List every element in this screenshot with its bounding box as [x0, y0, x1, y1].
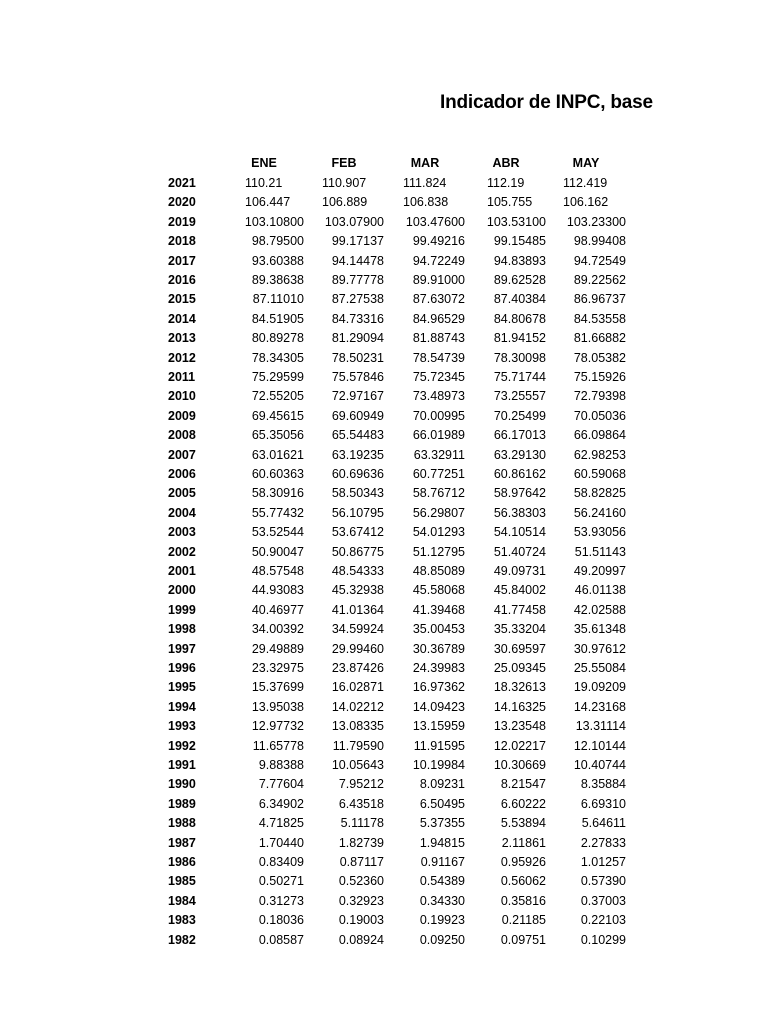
- table-cell: 13.95038: [251, 699, 304, 714]
- table-cell: 1.01257: [580, 855, 626, 869]
- table-cell: 51.12795: [412, 544, 465, 559]
- table-cell: 16.02871: [331, 680, 384, 695]
- table-cell: 5.37355: [419, 816, 465, 831]
- table-cell: 0.34330: [419, 893, 465, 908]
- row-year: 2005: [168, 486, 196, 501]
- table-row: [0, 678, 640, 697]
- table-cell: 0.09250: [419, 932, 465, 947]
- table-cell: 94.72549: [573, 253, 626, 268]
- row-year: 2021: [168, 176, 196, 190]
- table-row: [0, 290, 640, 309]
- table-row: [0, 853, 640, 872]
- table-cell: 0.09751: [500, 932, 546, 947]
- table-row: [0, 795, 640, 814]
- table-cell: 0.57390: [580, 874, 626, 889]
- table-cell: 98.99408: [573, 234, 626, 249]
- table-cell: 6.50495: [419, 796, 465, 811]
- table-row: [0, 737, 640, 756]
- table-cell: 0.50271: [258, 874, 304, 889]
- table-cell: 0.19923: [419, 913, 465, 928]
- table-cell: 15.37699: [251, 680, 304, 695]
- table-cell: 8.09231: [419, 777, 465, 792]
- table-cell: 12.02217: [493, 738, 546, 753]
- row-year: 2001: [168, 564, 196, 578]
- table-cell: 0.18036: [258, 913, 304, 928]
- table-cell: 50.86775: [331, 544, 384, 559]
- table-cell: 53.67412: [331, 525, 384, 540]
- table-cell: 0.95926: [500, 855, 546, 869]
- table-cell: 54.10514: [493, 525, 546, 540]
- table-row: [0, 310, 640, 329]
- column-header-abr: ABR: [492, 156, 520, 170]
- table-cell: 48.57548: [251, 564, 304, 578]
- table-cell: 13.23548: [493, 719, 546, 734]
- page-title: Indicador de INPC, base: [440, 92, 653, 113]
- table-cell: 0.22103: [580, 913, 626, 928]
- row-year: 1993: [168, 719, 196, 734]
- table-cell: 84.96529: [412, 311, 465, 326]
- table-cell: 98.79500: [251, 234, 304, 249]
- table-cell: 63.32911: [413, 447, 465, 462]
- table-cell: 5.53894: [500, 816, 546, 831]
- table-cell: 6.69310: [580, 796, 626, 811]
- table-cell: 75.71744: [493, 370, 546, 384]
- table-cell: 81.88743: [412, 331, 465, 346]
- table-row: [0, 426, 640, 445]
- row-year: 2009: [168, 408, 196, 423]
- table-cell: 106.162: [563, 195, 609, 210]
- table-cell: 54.01293: [412, 525, 465, 540]
- table-cell: 1.70440: [258, 835, 304, 850]
- table-row: [0, 698, 640, 717]
- table-cell: 4.71825: [258, 816, 304, 831]
- table-cell: 62.98253: [573, 447, 626, 462]
- table-cell: 75.29599: [251, 370, 304, 384]
- table-cell: 111.824: [403, 176, 447, 190]
- table-cell: 19.09209: [573, 680, 626, 695]
- row-year: 1987: [168, 835, 196, 850]
- table-cell: 49.09731: [493, 564, 546, 578]
- table-cell: 60.77251: [412, 467, 465, 481]
- table-row: [0, 562, 640, 581]
- table-cell: 87.27538: [331, 292, 384, 307]
- table-cell: 6.60222: [500, 796, 546, 811]
- row-year: 2008: [168, 428, 196, 443]
- table-cell: 70.05036: [573, 408, 626, 423]
- table-cell: 72.97167: [331, 389, 384, 404]
- row-year: 2017: [168, 253, 196, 268]
- table-cell: 103.47600: [405, 214, 465, 229]
- table-cell: 7.95212: [338, 777, 384, 792]
- table-cell: 60.69636: [331, 467, 384, 481]
- table-cell: 5.11178: [340, 816, 384, 831]
- table-cell: 10.05643: [331, 758, 384, 772]
- table-cell: 0.87117: [339, 855, 384, 869]
- table-cell: 86.96737: [573, 292, 626, 307]
- table-row: [0, 581, 640, 600]
- table-row: [0, 368, 640, 387]
- table-cell: 94.14478: [331, 253, 384, 268]
- table-row: [0, 407, 640, 426]
- table-cell: 53.52544: [251, 525, 304, 540]
- table-cell: 23.32975: [251, 661, 304, 675]
- table-cell: 103.53100: [486, 214, 546, 229]
- table-cell: 112.19: [487, 176, 525, 190]
- column-header-ene: ENE: [251, 156, 277, 170]
- table-cell: 14.23168: [573, 699, 626, 714]
- table-cell: 0.83409: [258, 855, 304, 869]
- table-cell: 10.30669: [493, 758, 546, 772]
- table-cell: 81.29094: [331, 331, 384, 346]
- table-cell: 0.91167: [420, 855, 465, 869]
- table-cell: 75.15926: [573, 370, 626, 384]
- row-year: 1992: [168, 738, 196, 753]
- table-cell: 66.09864: [573, 428, 626, 443]
- table-cell: 6.43518: [338, 796, 384, 811]
- table-cell: 40.46977: [251, 602, 304, 617]
- table-cell: 63.01621: [251, 447, 304, 462]
- table-cell: 87.11010: [252, 292, 304, 307]
- table-cell: 1.82739: [338, 835, 384, 850]
- table-cell: 84.53558: [573, 311, 626, 326]
- table-cell: 56.24160: [573, 505, 626, 520]
- table-cell: 34.00392: [251, 622, 304, 637]
- row-year: 2020: [168, 195, 196, 210]
- table-cell: 18.32613: [493, 680, 546, 695]
- table-row: [0, 174, 640, 193]
- table-cell: 106.838: [403, 195, 449, 210]
- table-row: [0, 911, 640, 930]
- table-cell: 75.57846: [331, 370, 384, 384]
- table-row: [0, 872, 640, 891]
- table-cell: 30.97612: [573, 641, 626, 656]
- table-cell: 103.07900: [324, 214, 384, 229]
- row-year: 1997: [168, 641, 196, 656]
- table-cell: 13.08335: [331, 719, 384, 734]
- table-cell: 6.34902: [258, 796, 304, 811]
- table-cell: 110.21: [245, 176, 283, 190]
- table-row: [0, 446, 640, 465]
- row-year: 2018: [168, 234, 196, 249]
- table-cell: 0.56062: [500, 874, 546, 889]
- table-row: [0, 892, 640, 911]
- table-row: [0, 484, 640, 503]
- table-cell: 5.64611: [581, 816, 626, 831]
- row-year: 2002: [168, 544, 196, 559]
- row-year: 1989: [168, 796, 196, 811]
- table-row: [0, 717, 640, 736]
- table-cell: 35.00453: [412, 622, 465, 637]
- table-cell: 94.83893: [493, 253, 546, 268]
- table-row: [0, 504, 640, 523]
- row-year: 1994: [168, 699, 196, 714]
- table-cell: 65.35056: [251, 428, 304, 443]
- table-cell: 12.97732: [251, 719, 304, 734]
- table-cell: 89.62528: [493, 273, 546, 287]
- table-cell: 14.02212: [331, 699, 384, 714]
- row-year: 2010: [168, 389, 196, 404]
- table-cell: 0.31273: [258, 893, 304, 908]
- table-cell: 89.38638: [251, 273, 304, 287]
- table-cell: 56.10795: [331, 505, 384, 520]
- table-cell: 0.32923: [338, 893, 384, 908]
- table-row: [0, 232, 640, 251]
- table-cell: 23.87426: [331, 661, 384, 675]
- table-row: [0, 543, 640, 562]
- table-cell: 34.59924: [331, 622, 384, 637]
- table-cell: 70.25499: [493, 408, 546, 423]
- table-cell: 78.05382: [573, 350, 626, 365]
- table-cell: 89.77778: [331, 273, 384, 287]
- table-cell: 41.77458: [493, 602, 546, 617]
- table-row: [0, 271, 640, 290]
- table-cell: 44.93083: [251, 583, 304, 598]
- table-cell: 45.32938: [331, 583, 384, 598]
- table-row: [0, 601, 640, 620]
- table-cell: 84.80678: [493, 311, 546, 326]
- table-cell: 60.60363: [251, 467, 304, 481]
- title-area: [0, 88, 653, 122]
- table-cell: 73.48973: [412, 389, 465, 404]
- table-row: [0, 465, 640, 484]
- table-cell: 69.45615: [251, 408, 304, 423]
- table-cell: 29.49889: [251, 641, 304, 656]
- table-cell: 30.69597: [493, 641, 546, 656]
- row-year: 1990: [168, 777, 196, 792]
- table-cell: 72.55205: [251, 389, 304, 404]
- table-cell: 78.30098: [493, 350, 546, 365]
- table-cell: 49.20997: [573, 564, 626, 578]
- table-cell: 2.27833: [580, 835, 626, 850]
- table-cell: 103.10800: [244, 214, 304, 229]
- table-row: [0, 814, 640, 833]
- row-year: 2011: [168, 370, 196, 384]
- table-cell: 72.79398: [573, 389, 626, 404]
- table-cell: 93.60388: [251, 253, 304, 268]
- table-cell: 78.50231: [331, 350, 384, 365]
- table-cell: 11.79590: [332, 738, 384, 753]
- table-cell: 56.38303: [493, 505, 546, 520]
- table-cell: 0.21185: [501, 913, 546, 928]
- table-row: [0, 756, 640, 775]
- table-cell: 48.85089: [412, 564, 465, 578]
- row-year: 1986: [168, 855, 196, 869]
- column-header-feb: FEB: [331, 156, 357, 170]
- table-cell: 78.54739: [412, 350, 465, 365]
- table-cell: 51.40724: [493, 544, 546, 559]
- table-cell: 7.77604: [258, 777, 304, 792]
- row-year: 1985: [168, 874, 196, 889]
- table-cell: 10.40744: [573, 758, 626, 772]
- table-cell: 58.82825: [573, 486, 626, 501]
- table-cell: 58.76712: [412, 486, 465, 501]
- table-cell: 35.33204: [493, 622, 546, 637]
- table-row: [0, 252, 640, 271]
- row-year: 1982: [168, 932, 196, 947]
- table-cell: 87.63072: [412, 292, 465, 307]
- table-cell: 60.59068: [573, 467, 626, 481]
- table-cell: 84.51905: [251, 311, 304, 326]
- table-cell: 105.755: [487, 195, 533, 210]
- table-row: [0, 329, 640, 348]
- row-year: 1983: [168, 913, 196, 928]
- table-cell: 73.25557: [493, 389, 546, 404]
- table-cell: 51.51143: [574, 544, 626, 559]
- table-cell: 24.39983: [412, 661, 465, 675]
- table-cell: 46.01138: [574, 583, 626, 598]
- table-cell: 66.01989: [412, 428, 465, 443]
- table-cell: 0.54389: [419, 874, 465, 889]
- table-cell: 9.88388: [258, 758, 304, 772]
- table-cell: 58.97642: [493, 486, 546, 501]
- table-cell: 63.19235: [331, 447, 384, 462]
- table-cell: 2.11861: [501, 835, 546, 850]
- table-cell: 45.84002: [493, 583, 546, 598]
- row-year: 2015: [168, 292, 196, 307]
- row-year: 2012: [168, 350, 196, 365]
- table-row: [0, 659, 640, 678]
- table-cell: 110.907: [322, 176, 367, 190]
- table-cell: 13.31114: [575, 719, 626, 734]
- table-row: [0, 523, 640, 542]
- row-year: 1996: [168, 661, 196, 675]
- row-year: 1984: [168, 893, 196, 908]
- table-row: [0, 834, 640, 853]
- table-cell: 14.16325: [493, 699, 546, 714]
- row-year: 1999: [168, 602, 196, 617]
- table-cell: 14.09423: [412, 699, 465, 714]
- row-year: 2006: [168, 467, 196, 481]
- row-year: 1995: [168, 680, 196, 695]
- table-header: [0, 154, 640, 173]
- row-year: 2007: [168, 447, 196, 462]
- row-year: 2019: [168, 214, 196, 229]
- table-cell: 0.52360: [338, 874, 384, 889]
- table-row: [0, 213, 640, 232]
- table-cell: 106.889: [322, 195, 368, 210]
- table-cell: 87.40384: [493, 292, 546, 307]
- table-cell: 0.08587: [258, 932, 304, 947]
- table-cell: 1.94815: [419, 835, 465, 850]
- row-year: 1988: [168, 816, 196, 831]
- table-cell: 35.61348: [573, 622, 626, 637]
- table-cell: 10.19984: [412, 758, 465, 772]
- table-row: [0, 387, 640, 406]
- table-cell: 45.58068: [412, 583, 465, 598]
- table-cell: 50.90047: [251, 544, 304, 559]
- row-year: 2016: [168, 273, 196, 287]
- table-cell: 41.39468: [412, 602, 465, 617]
- table-cell: 69.60949: [331, 408, 384, 423]
- table-cell: 58.50343: [331, 486, 384, 501]
- table-cell: 99.17137: [331, 234, 384, 249]
- table-cell: 103.23300: [566, 214, 626, 229]
- table-cell: 25.09345: [493, 661, 546, 675]
- table-row: [0, 620, 640, 639]
- table-cell: 94.72249: [412, 253, 465, 268]
- table-cell: 53.93056: [573, 525, 626, 540]
- table-cell: 99.15485: [493, 234, 546, 249]
- table-cell: 78.34305: [251, 350, 304, 365]
- table-cell: 99.49216: [412, 234, 465, 249]
- table-cell: 8.35884: [580, 777, 626, 792]
- table-cell: 65.54483: [331, 428, 384, 443]
- table-cell: 25.55084: [573, 661, 626, 675]
- table-cell: 0.35816: [500, 893, 546, 908]
- table-cell: 0.37003: [580, 893, 626, 908]
- column-header-mar: MAR: [410, 156, 440, 170]
- table-cell: 11.65778: [252, 738, 304, 753]
- table-cell: 11.91595: [413, 738, 465, 753]
- table-cell: 16.97362: [412, 680, 465, 695]
- table-cell: 81.94152: [493, 331, 546, 346]
- table-cell: 84.73316: [331, 311, 384, 326]
- row-year: 2013: [168, 331, 196, 346]
- table-cell: 12.10144: [573, 738, 626, 753]
- row-year: 2004: [168, 505, 196, 520]
- column-header-may: MAY: [572, 156, 600, 170]
- table-cell: 41.01364: [331, 602, 384, 617]
- table-cell: 0.10299: [580, 932, 626, 947]
- table-cell: 55.77432: [251, 505, 304, 520]
- table-cell: 48.54333: [331, 564, 384, 578]
- table-cell: 56.29807: [412, 505, 465, 520]
- table-cell: 0.19003: [338, 913, 384, 928]
- table-cell: 89.22562: [573, 273, 626, 287]
- table-cell: 29.99460: [331, 641, 384, 656]
- table-cell: 58.30916: [251, 486, 304, 501]
- table-cell: 106.447: [245, 195, 291, 210]
- table-cell: 30.36789: [412, 641, 465, 656]
- table-cell: 112.419: [563, 176, 608, 190]
- table-cell: 70.00995: [412, 408, 465, 423]
- table-row: [0, 349, 640, 368]
- table-cell: 66.17013: [493, 428, 546, 443]
- table-cell: 0.08924: [338, 932, 384, 947]
- table-cell: 13.15959: [412, 719, 465, 734]
- row-year: 2003: [168, 525, 196, 540]
- table-row: [0, 775, 640, 794]
- row-year: 1998: [168, 622, 196, 637]
- row-year: 2000: [168, 583, 196, 598]
- table-cell: 42.02588: [573, 602, 626, 617]
- table-cell: 81.66882: [573, 331, 626, 346]
- row-year: 1991: [168, 758, 196, 772]
- table-row: [0, 931, 640, 950]
- table-row: [0, 193, 640, 212]
- table-cell: 75.72345: [412, 370, 465, 384]
- table-cell: 63.29130: [493, 447, 546, 462]
- table-cell: 89.91000: [412, 273, 465, 287]
- table-cell: 60.86162: [493, 467, 546, 481]
- table-cell: 8.21547: [500, 777, 546, 792]
- table-row: [0, 640, 640, 659]
- row-year: 2014: [168, 311, 196, 326]
- table-cell: 80.89278: [251, 331, 304, 346]
